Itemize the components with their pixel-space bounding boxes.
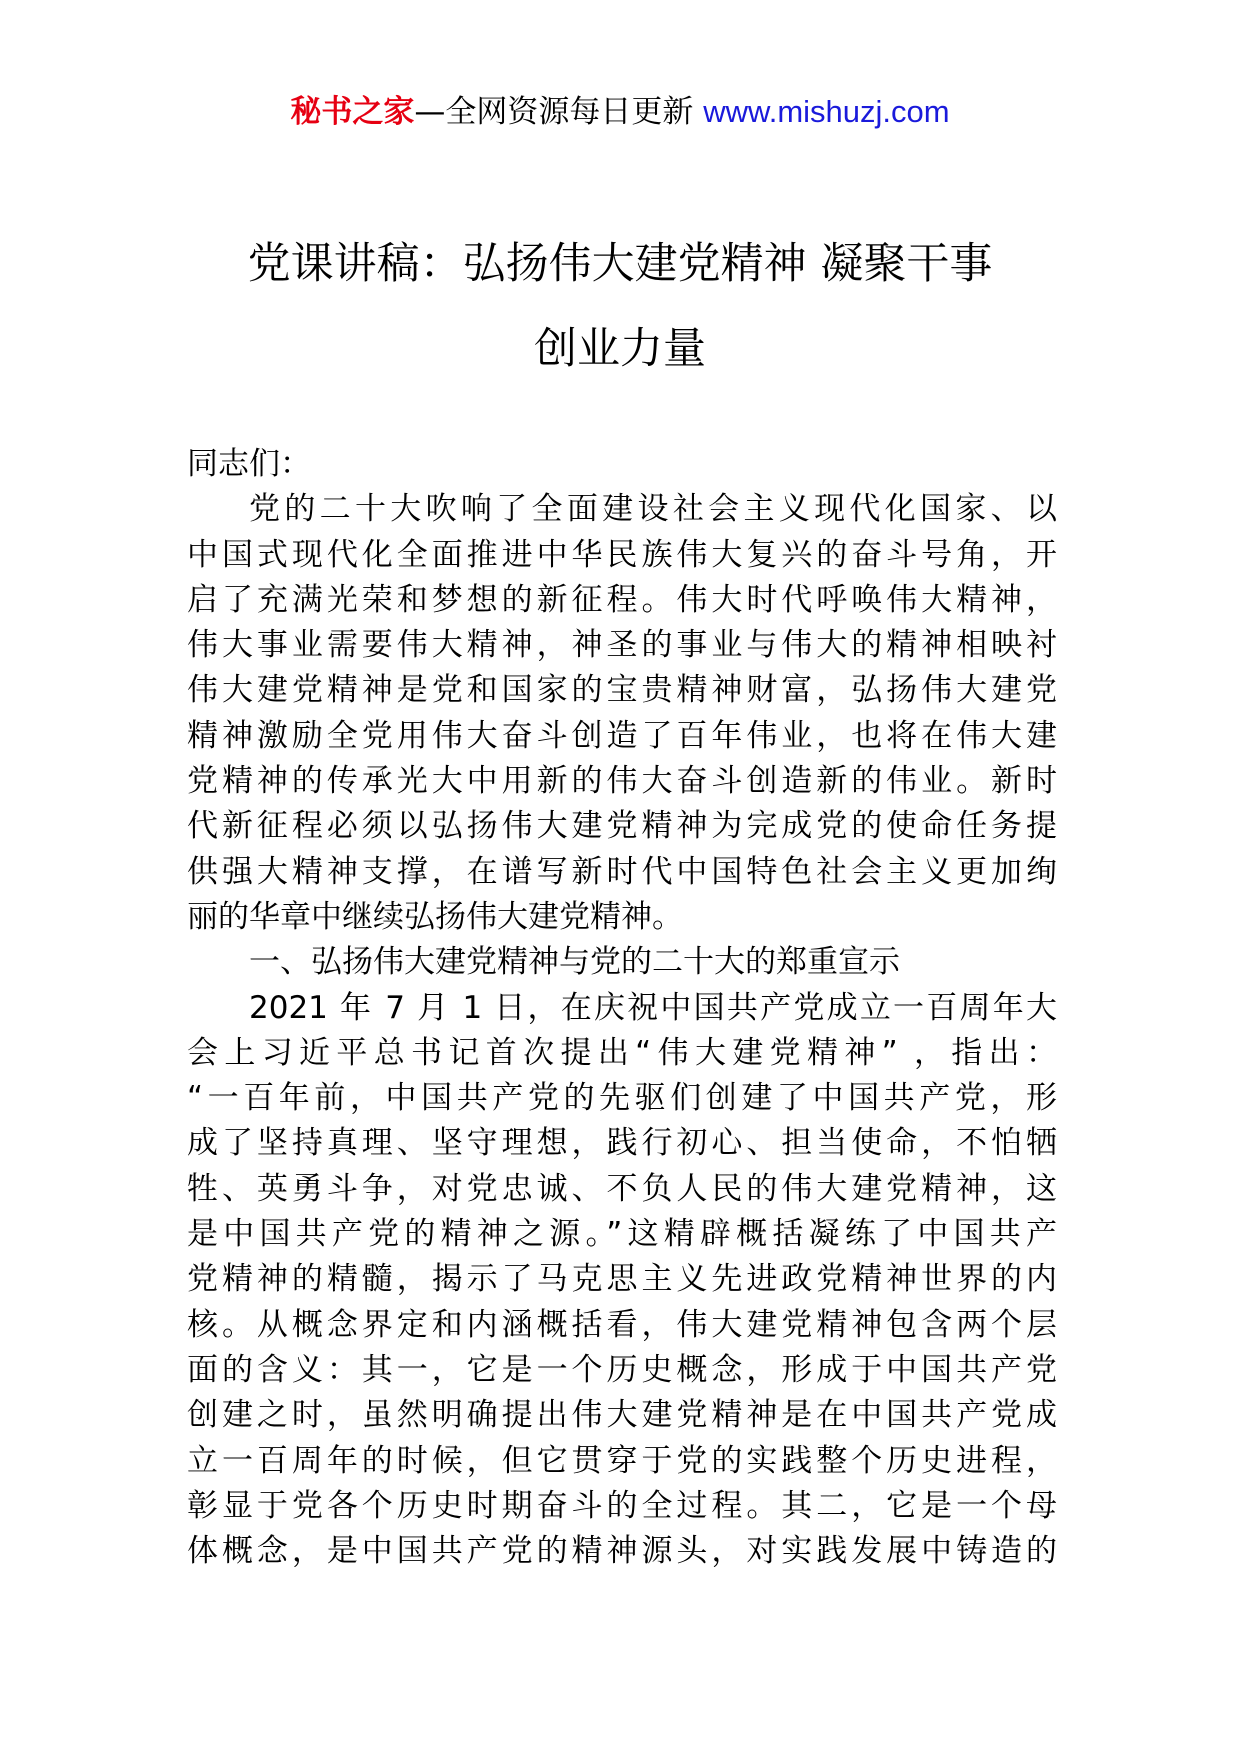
paragraph-line: 启了充满光荣和梦想的新征程。伟大时代呼唤伟大精神， <box>187 581 1057 618</box>
paragraph-line: 供强大精神支撑，在谱写新时代中国特色社会主义更加绚 <box>187 853 1057 890</box>
title-line-1: 党课讲稿：弘扬伟大建党精神 凝聚干事 <box>247 239 993 289</box>
paragraph-line: 2021 年 7 月 1 日，在庆祝中国共产党成立一百周年大 <box>249 989 1057 1026</box>
document-body <box>187 442 1057 1574</box>
site-header <box>0 92 1240 132</box>
paragraph-line: “一百年前，中国共产党的先驱们创建了中国共产党，形 <box>187 1080 1057 1117</box>
paragraph-line: 伟大事业需要伟大精神，神圣的事业与伟大的精神相映衬 <box>187 627 1057 664</box>
paragraph-line: 彰显于党各个历史时期奋斗的全过程。其二，它是一个母 <box>187 1487 1057 1524</box>
paragraph-line: 党精神的传承光大中用新的伟大奋斗创造新的伟业。新时 <box>187 763 1057 800</box>
paragraph-line: 核。从概念界定和内涵概括看，伟大建党精神包含两个层 <box>187 1306 1057 1343</box>
paragraph-line: 是中国共产党的精神之源。”这精辟概括凝练了中国共产 <box>187 1216 1057 1253</box>
site-slogan: —全网资源每日更新 <box>414 94 704 130</box>
salutation: 同志们： <box>187 446 311 482</box>
paragraph-line: 精神激励全党用伟大奋斗创造了百年伟业，也将在伟大建 <box>187 717 1057 754</box>
paragraph-line: 立一百周年的时候，但它贯穿于党的实践整个历史进程， <box>187 1442 1057 1479</box>
title-line-2: 创业力量 <box>534 324 706 374</box>
paragraph-line: 代新征程必须以弘扬伟大建党精神为完成党的使命任务提 <box>187 808 1057 845</box>
paragraph-line: 会上习近平总书记首次提出“伟大建党精神” ，指出： <box>187 1034 1057 1071</box>
paragraph-line: 伟大建党精神是党和国家的宝贵精神财富，弘扬伟大建党 <box>187 672 1057 709</box>
section-heading: 一、弘扬伟大建党精神与党的二十大的郑重宣示 <box>249 944 900 981</box>
document-title <box>170 222 1070 392</box>
paragraph-line: 中国式现代化全面推进中华民族伟大复兴的奋斗号角，开 <box>187 536 1057 573</box>
brand-name: 秘书之家 <box>290 94 415 130</box>
site-url-link[interactable]: www.mishuzj.com <box>703 94 950 129</box>
paragraph-line: 面的含义：其一，它是一个历史概念，形成于中国共产党 <box>187 1351 1057 1388</box>
paragraph-line: 党的二十大吹响了全面建设社会主义现代化国家、以 <box>249 491 1057 528</box>
paragraph-line: 党精神的精髓，揭示了马克思主义先进政党精神世界的内 <box>187 1261 1057 1298</box>
paragraph-line: 牲、英勇斗争，对党忠诚、不负人民的伟大建党精神，这 <box>187 1170 1057 1207</box>
paragraph-line: 丽的华章中继续弘扬伟大建党精神。 <box>187 898 683 935</box>
paragraph-line: 创建之时，虽然明确提出伟大建党精神是在中国共产党成 <box>187 1397 1057 1434</box>
paragraph-line: 成了坚持真理、坚守理想，践行初心、担当使命，不怕牺 <box>187 1125 1057 1162</box>
paragraph-line: 体概念，是中国共产党的精神源头，对实践发展中铸造的 <box>187 1533 1057 1570</box>
